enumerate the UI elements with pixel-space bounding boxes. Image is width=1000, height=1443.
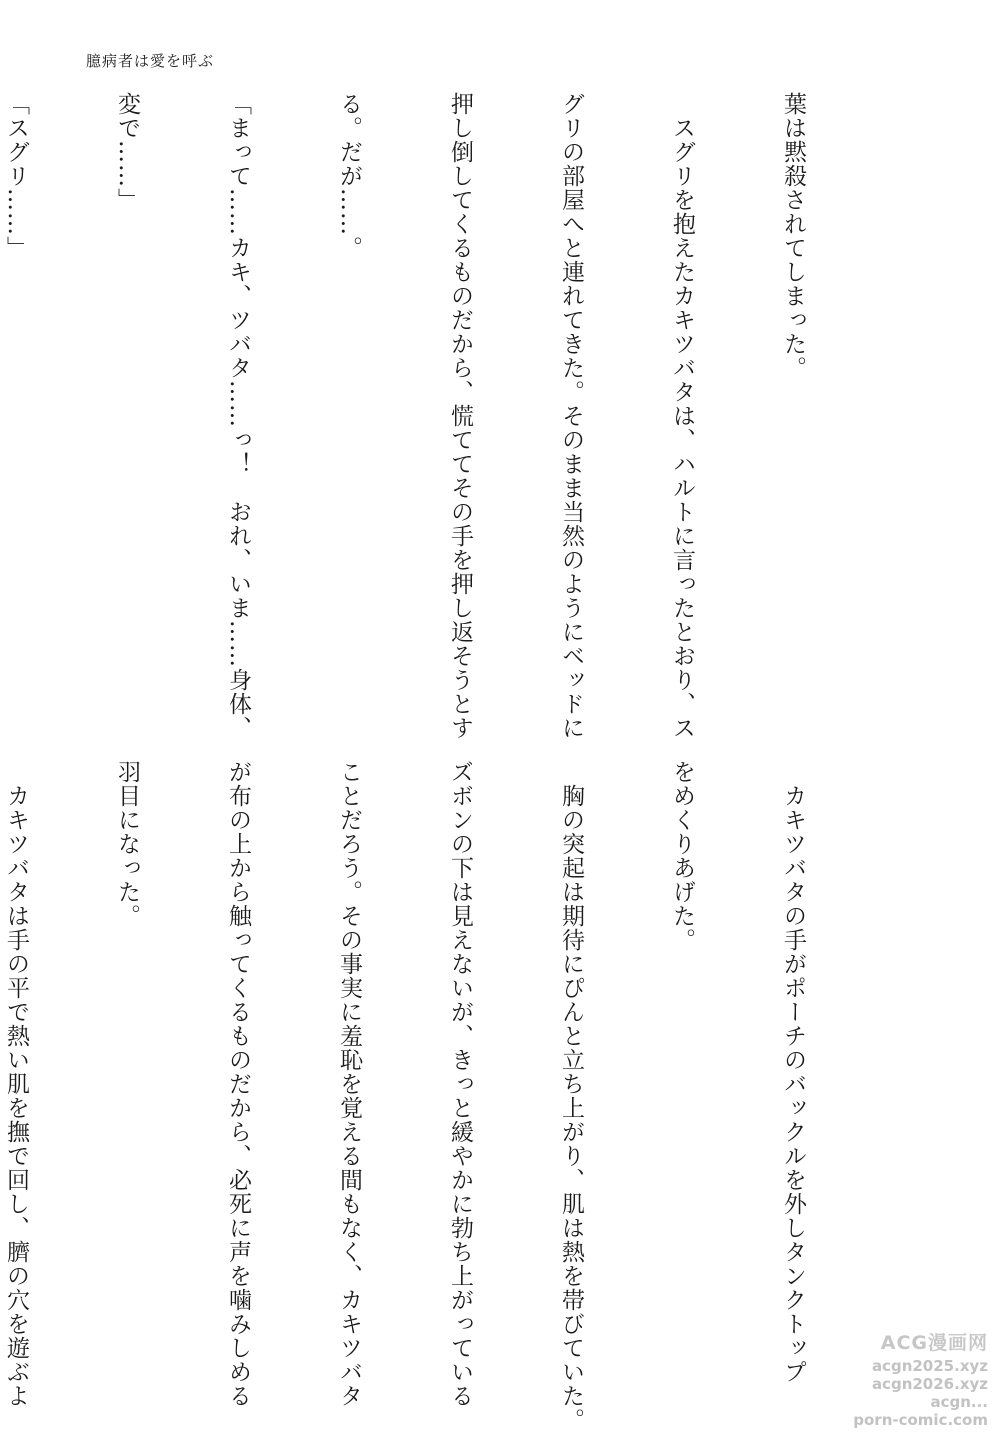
running-title: 臆病者は愛を呼ぶ bbox=[86, 52, 215, 70]
upper-text-block bbox=[3, 92, 885, 740]
text-column: グリの部屋へと連れてきた。そのまま当然のようにベッドに bbox=[558, 92, 584, 740]
watermark-logo: ACG漫画网 bbox=[880, 1332, 988, 1354]
text-column: が布の上から触ってくるものだから、必死に声を噛みしめる bbox=[225, 760, 251, 1408]
text-column: をめくりあげた。 bbox=[669, 760, 695, 952]
text-column: 羽目になった。 bbox=[114, 760, 140, 928]
text-column: カキツバタは手の平で熱い肌を撫で回し、臍の穴を遊ぶよ bbox=[3, 760, 29, 1408]
text-column: 押し倒してくるものだから、慌ててその手を押し返そうとす bbox=[447, 92, 473, 740]
watermark-url: acgn2025.xyz bbox=[871, 1357, 988, 1375]
text-column: ズボンの下は見えないが、きっと緩やかに勃ち上がっている bbox=[447, 760, 473, 1408]
text-column: カキツバタの手がポーチのバックルを外しタンクトップ bbox=[780, 760, 806, 1384]
text-column: スグリを抱えたカキツバタは、ハルトに言ったとおり、ス bbox=[669, 92, 695, 740]
watermark-url: acgn2026.xyz bbox=[871, 1375, 988, 1393]
text-column: 変で……」 bbox=[114, 92, 140, 212]
text-column: る。だが……。 bbox=[336, 92, 362, 260]
text-column: 胸の突起は期待にぴんと立ち上がり、肌は熱を帯びていた。 bbox=[558, 760, 584, 1432]
site-watermark bbox=[848, 1328, 988, 1429]
text-column: 「まって……カキ、ツバタ……っ！ おれ、いま……身体、 bbox=[225, 92, 251, 740]
text-column: ことだろう。その事実に羞恥を覚える間もなく、カキツバタ bbox=[336, 760, 362, 1408]
watermark-url: porn-comic.com bbox=[853, 1411, 988, 1429]
text-column: 葉は黙殺されてしまった。 bbox=[780, 92, 806, 380]
lower-text-block bbox=[3, 760, 885, 1432]
text-column: 「スグリ……」 bbox=[3, 92, 29, 260]
watermark-url: acgn... bbox=[930, 1393, 988, 1411]
